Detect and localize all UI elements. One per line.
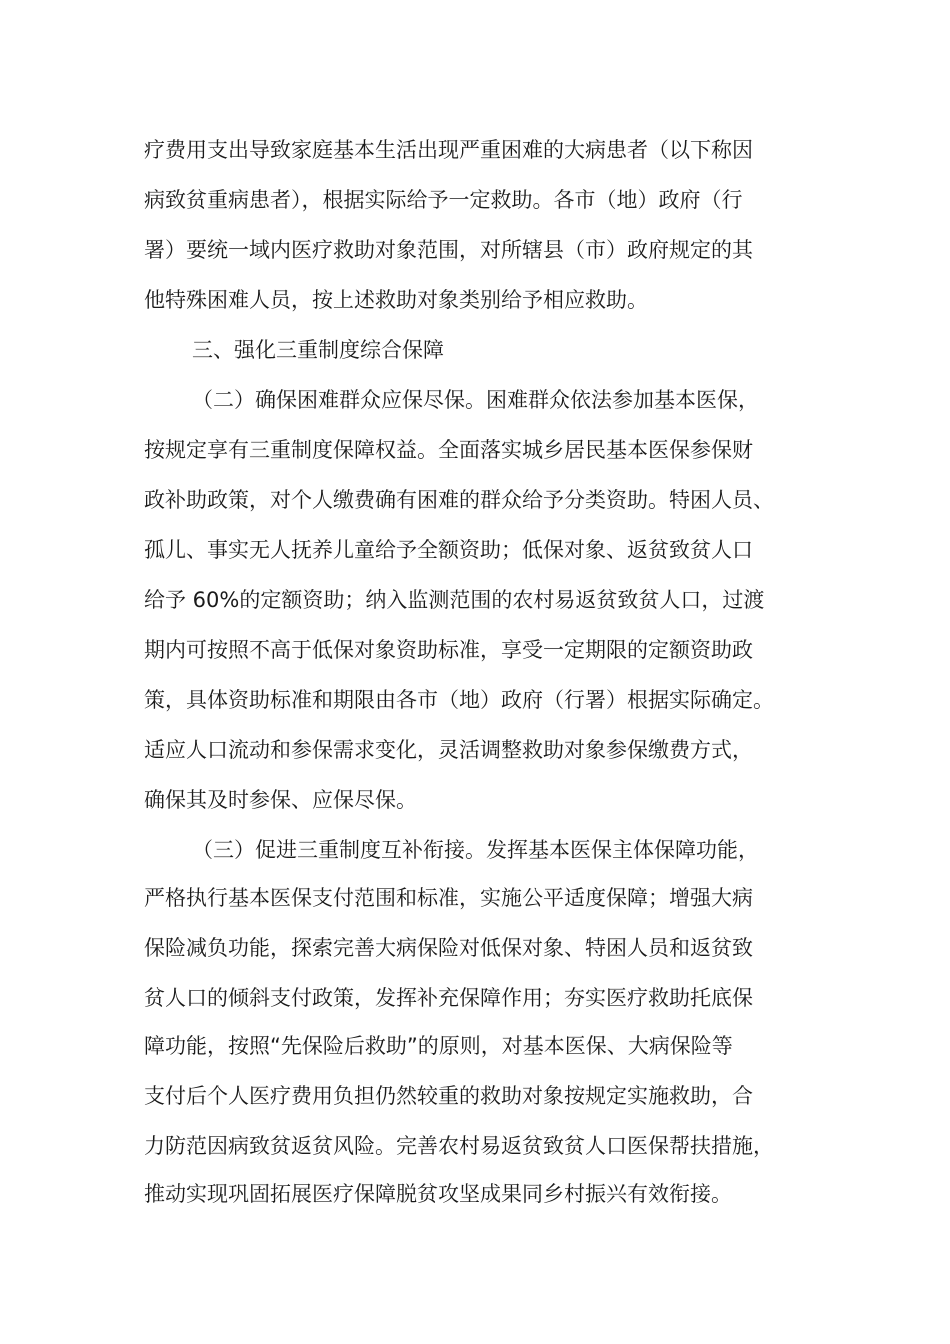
text-line-11: 期内可按照不高于低保对象资助标准，享受一定期限的定额资助政: [144, 638, 753, 662]
text-line-22: 推动实现巩固拓展医疗保障脱贫攻坚成果同乡村振兴有效衔接。: [144, 1182, 732, 1206]
text-line-2: 病致贫重病患者），根据实际给予一定救助。各市（地）政府（行: [144, 188, 743, 212]
text-line-16: 严格执行基本医保支付范围和标准，实施公平适度保障；增强大病: [144, 886, 753, 910]
section-heading: 三、强化三重制度综合保障: [192, 338, 444, 362]
text-line-3: 署）要统一域内医疗救助对象范围，对所辖县（市）政府规定的其: [144, 238, 753, 262]
text-line-10: 给予 60%的定额资助；纳入监测范围的农村易返贫致贫人口，过渡: [144, 588, 765, 612]
text-line-4: 他特殊困难人员，按上述救助对象类别给予相应救助。: [144, 288, 648, 312]
text-line-1: 疗费用支出导致家庭基本生活出现严重困难的大病患者（以下称因: [144, 138, 753, 162]
text-line-13: 适应人口流动和参保需求变化，灵活调整救助对象参保缴费方式，: [144, 738, 753, 762]
text-line-21: 力防范因病致贫返贫风险。完善农村易返贫致贫人口医保帮扶措施，: [144, 1134, 774, 1158]
text-line-19: 障功能，按照“先保险后救助”的原则，对基本医保、大病保险等: [144, 1034, 733, 1058]
text-line-14: 确保其及时参保、应保尽保。: [144, 788, 417, 812]
text-line-20: 支付后个人医疗费用负担仍然较重的救助对象按规定实施救助，合: [144, 1084, 753, 1108]
text-line-7: 按规定享有三重制度保障权益。全面落实城乡居民基本医保参保财: [144, 438, 753, 462]
paragraph-3-start: （三）促进三重制度互补衔接。发挥基本医保主体保障功能，: [192, 838, 759, 862]
text-line-8: 政补助政策，对个人缴费确有困难的群众给予分类资助。特困人员、: [144, 488, 774, 512]
text-line-18: 贫人口的倾斜支付政策，发挥补充保障作用；夯实医疗救助托底保: [144, 986, 753, 1010]
text-line-9: 孤儿、事实无人抚养儿童给予全额资助；低保对象、返贫致贫人口: [144, 538, 753, 562]
text-line-12: 策，具体资助标准和期限由各市（地）政府（行署）根据实际确定。: [144, 688, 774, 712]
text-line-17: 保险减负功能，探索完善大病保险对低保对象、特困人员和返贫致: [144, 936, 753, 960]
paragraph-2-start: （二）确保困难群众应保尽保。困难群众依法参加基本医保，: [192, 388, 759, 412]
